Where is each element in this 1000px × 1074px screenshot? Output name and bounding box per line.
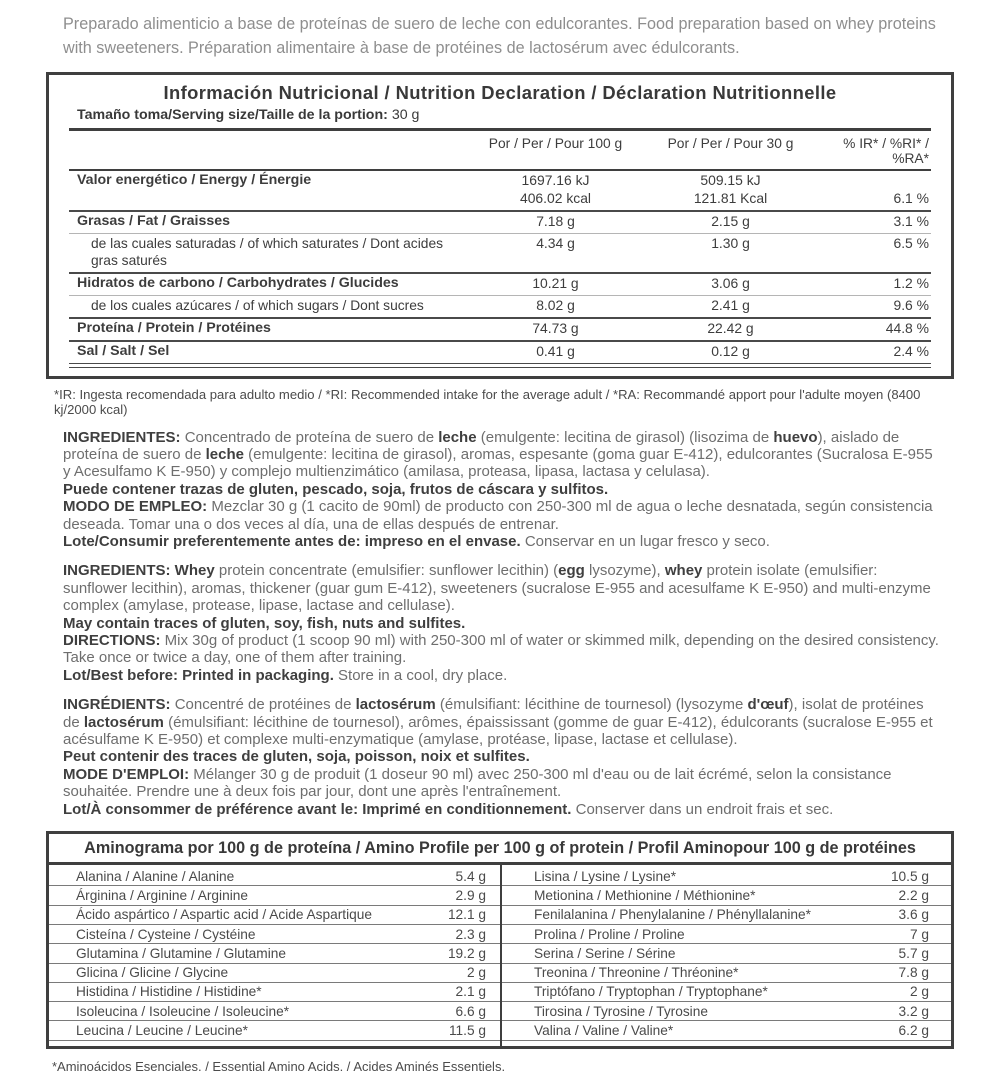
amino-row (49, 925, 500, 944)
nutrition-row (69, 274, 931, 296)
text: Conservar en un lugar fresco y seco. (524, 532, 770, 550)
text: lysozyme), (584, 562, 665, 580)
nutrition-row (69, 342, 931, 364)
value-per-100g: 10.21 g (532, 275, 579, 291)
nutrition-table (46, 72, 954, 379)
value-per-100g: 8.02 g (536, 297, 575, 313)
value-per-30g: 2.41 g (711, 297, 750, 313)
amino-row (49, 1021, 500, 1040)
paragraph (63, 632, 944, 667)
amino-name: Isoleucina / Isoleucine / Isoleucine* (76, 1003, 290, 1019)
nutrition-row (69, 212, 931, 234)
amino-row (49, 1002, 500, 1021)
paragraph (63, 498, 944, 533)
amino-name: Glicina / Glicine / Glycine (76, 965, 229, 981)
amino-value: 3.2 g (898, 1003, 929, 1019)
paragraph (63, 429, 944, 481)
paragraph (63, 801, 944, 818)
bold-text: Lot/À consommer de préférence avant le: Imprimé en conditionnement. (63, 800, 576, 818)
text: Mezclar 30 g (1 cacito de 90ml) de producto con 250-300 ml de agua o leche desnatada, según consistencia deseada. Tomar una o dos veces al día, una de ellas después de entrenar. (63, 498, 933, 533)
amino-value: 19.2 g (447, 945, 486, 961)
value-per-30g: 509.15 kJ 121.81 Kcal (693, 172, 768, 206)
text: protein concentrate (emulsifier: sunflower lecithin) ( (218, 562, 559, 580)
text: Concentrado de proteína de suero de (184, 428, 439, 446)
text: (émulsifiant: lécithine de tournesol), arômes, épaississant (gomme de guar E-412), édulcorants (sucralose E-955 et acésulfame K E-950) et complexe multi-enzymatique (amylase, protéase, lipase, lactase et cellulase). (63, 713, 933, 748)
paragraph (63, 481, 944, 498)
bold-text: Lot/Best before: Printed in packaging. (63, 666, 339, 684)
paragraph (63, 696, 944, 748)
column-header-spacer (69, 136, 463, 166)
value-percent-ri: 3.1 % (893, 212, 929, 229)
paragraph (63, 562, 944, 614)
nutrient-label: Valor energético / Energy / Énergie (77, 172, 312, 188)
amino-column-left (49, 865, 500, 1046)
ingredients-section-fr (63, 696, 944, 818)
value-percent-ri: 6.1 % (893, 189, 929, 206)
nutrient-label: Proteína / Protein / Protéines (77, 320, 271, 336)
amino-name: Valina / Valine / Valine* (534, 1023, 674, 1039)
value-per-100g: 74.73 g (532, 320, 579, 336)
column-header-percent-ri: % IR* / %RI* / %RA* (843, 136, 929, 166)
text: ), aislado de proteína de suero de (63, 428, 900, 463)
text: Store in a cool, dry place. (338, 666, 508, 684)
amino-name: Histidina / Histidine / Histidine* (76, 984, 262, 1000)
bold-text: lactosérum (355, 696, 436, 714)
column-header-per-100g: Por / Per / Pour 100 g (488, 136, 623, 151)
text: Concentré de protéines de (174, 696, 356, 714)
amino-value: 7 g (909, 926, 929, 942)
amino-value: 2 g (909, 984, 929, 1000)
text: (emulgente: lecitina de girasol) (lisozima de (476, 428, 774, 446)
amino-row (49, 964, 500, 983)
bold-text: INGRÉDIENTS: (63, 696, 175, 714)
amino-name: Alanina / Alanine / Alanine (76, 868, 235, 884)
bold-text: INGREDIENTES: (63, 428, 185, 446)
bold-text: MODE D'EMPLOI: (63, 765, 194, 783)
text: Conserver dans un endroit frais et sec. (575, 800, 834, 818)
bold-text: leche (438, 428, 477, 446)
amino-columns (49, 865, 951, 1046)
paragraph (63, 533, 944, 550)
bold-text: whey (664, 562, 703, 580)
amino-row (49, 906, 500, 925)
amino-value: 6.2 g (898, 1023, 929, 1039)
bold-text: Lote/Consumir preferentemente antes de: impreso en el envase. (63, 532, 525, 550)
amino-name: Fenilalanina / Phenylalanine / Phényllalanine* (534, 907, 811, 923)
amino-name: Prolina / Proline / Proline (534, 926, 685, 942)
amino-row (502, 1021, 951, 1040)
value-percent-ri: 9.6 % (893, 297, 929, 313)
amino-name: Triptófano / Tryptophan / Tryptophane* (534, 984, 768, 1000)
bold-text: huevo (773, 428, 818, 446)
nutrient-label: Sal / Salt / Sel (77, 343, 170, 359)
column-header-per-30g: Por / Per / Pour 30 g (667, 136, 794, 151)
amino-row (502, 886, 951, 905)
amino-row (49, 886, 500, 905)
nutrient-label: Hidratos de carbono / Carbohydrates / Glucides (77, 275, 399, 291)
amino-profile-table (46, 831, 954, 1049)
amino-value: 2.2 g (898, 887, 929, 903)
amino-value: 2.9 g (455, 887, 486, 903)
paragraph (63, 667, 944, 684)
amino-value: 11.5 g (448, 1023, 486, 1039)
bold-text: d'œuf (747, 696, 789, 714)
amino-name: Ácido aspártico / Aspartic acid / Acide Aspartique (76, 907, 372, 923)
amino-row (502, 1002, 951, 1021)
amino-row (49, 944, 500, 963)
bold-text: MODO DE EMPLEO: (63, 498, 212, 516)
amino-value: 6.6 g (455, 1003, 486, 1019)
text: (émulsifiant: lécithine de tournesol) (lysozyme (435, 696, 748, 714)
value-per-30g: 3.06 g (711, 275, 750, 291)
value-percent-ri: 2.4 % (893, 343, 929, 359)
nutrition-table-title: Información Nutricional / Nutrition Declaration / Déclaration Nutritionnelle (163, 82, 837, 103)
bold-text: DIRECTIONS: (63, 631, 165, 649)
serving-size-value: 30 g (391, 107, 420, 123)
amino-row (502, 964, 951, 983)
ingredients-section-en (63, 562, 944, 684)
bold-text: Peut contenir des traces de gluten, soja, poisson, noix et sulfites. (63, 748, 530, 766)
value-percent-ri: 6.5 % (893, 234, 929, 251)
amino-value: 2.1 g (455, 984, 486, 1000)
value-per-100g: 0.41 g (536, 343, 575, 359)
bold-text: lactosérum (83, 713, 164, 731)
amino-value: 2 g (466, 965, 486, 981)
nutrient-label: de las cuales saturadas / of which saturates / Dont acides gras saturés (91, 235, 444, 268)
text: ), isolat de protéines de (63, 696, 924, 731)
amino-row (502, 925, 951, 944)
text: protein isolate (emulsifier: sunflower lecithin), aromas, thickener (guar gum E-412), sweeteners (sucralose E-955 and acesulfame K E-950) and multi-enzyme complex (amylase, protease, lipase, lactase and cellulase). (63, 562, 931, 615)
amino-row (502, 944, 951, 963)
value-per-30g: 22.42 g (707, 320, 754, 336)
amino-row (502, 983, 951, 1002)
amino-name: Árginina / Arginine / Arginine (76, 887, 248, 903)
bold-text: Puede contener trazas de gluten, pescado, soja, frutos de cáscara y sulfitos. (63, 480, 609, 498)
text: (emulgente: lecitina de girasol), aromas, espesante (goma guar E-412), edulcorantes (Sucralosa E-955 y Acesulfamo K E-950) y complejo multienzimático (amilasa, proteasa, lipasa, lactasa y celulasa). (63, 445, 933, 481)
text: Mix 30g of product (1 scoop 90 ml) with 250-300 ml of water or skimmed milk, depending on the desired consistency. Take once or twice a day, one of them after training. (63, 631, 939, 667)
value-percent-ri: 44.8 % (885, 320, 929, 336)
amino-value: 10.5 g (890, 868, 929, 884)
amino-name: Metionina / Methionine / Méthionine* (534, 887, 756, 903)
amino-column-right (500, 865, 951, 1046)
amino-name: Serina / Serine / Sérine (534, 945, 676, 961)
amino-name: Treonina / Threonine / Thréonine* (534, 965, 739, 981)
nutrition-row (69, 319, 931, 342)
value-per-30g: 0.12 g (711, 343, 750, 359)
value-per-100g: 4.34 g (536, 234, 575, 251)
amino-value: 5.4 g (455, 868, 486, 884)
value-per-100g: 1697.16 kJ 406.02 kcal (519, 172, 592, 206)
bold-text: leche (205, 445, 244, 463)
value-percent-ri: 1.2 % (893, 275, 929, 291)
ri-footnote: *IR: Ingesta recomendada para adulto medio / *RI: Recommended intake for the average adult / *RA: Recommandé apport pour l'adulte moyen (8400 kj/2000 kcal) (54, 386, 921, 417)
amino-value: 2.3 g (455, 926, 486, 942)
amino-row (49, 867, 500, 886)
nutrient-label: Grasas / Fat / Graisses (77, 212, 231, 229)
nutrient-label: de los cuales azúcares / of which sugars / Dont sucres (91, 298, 424, 313)
amino-row (49, 983, 500, 1002)
essential-amino-footnote: *Aminoácidos Esenciales. / Essential Amino Acids. / Acides Aminés Essentiels. (52, 1058, 506, 1074)
amino-name: Lisina / Lysine / Lysine* (534, 868, 677, 884)
text: Mélanger 30 g de produit (1 doseur 90 ml) avec 250-300 ml d'eau ou de lait écrémé, selon la consistance souhaitée. Prendre une à deux fois par jour, dont une après l'entraînement. (63, 765, 892, 801)
product-description: Preparado alimenticio a base de proteínas de suero de leche con edulcorantes. Food preparation based on whey proteins with sweeteners. Préparation alimentaire à base de protéines de lactosérum avec édulcorants. (63, 15, 936, 57)
nutrition-column-headers (69, 131, 931, 169)
bold-text: egg (558, 562, 585, 580)
amino-value: 3.6 g (898, 907, 929, 923)
paragraph (63, 766, 944, 801)
value-per-30g: 1.30 g (711, 234, 750, 251)
serving-size-label: Tamaño toma/Serving size/Taille de la portion: (77, 107, 388, 123)
bold-text: May contain traces of gluten, soy, fish, nuts and sulfites. (63, 614, 466, 632)
amino-table-title: Aminograma por 100 g de proteína / Amino Profile per 100 g of protein / Profil Aminopour 100 g de protéines (49, 834, 951, 865)
nutrition-row (69, 234, 931, 275)
value-per-100g: 7.18 g (536, 212, 575, 229)
amino-value: 7.8 g (898, 965, 929, 981)
nutrition-rows (69, 171, 931, 364)
serving-size (69, 106, 931, 128)
amino-name: Glutamina / Glutamine / Glutamine (76, 945, 286, 961)
nutrition-row (69, 171, 931, 212)
amino-row (502, 867, 951, 886)
amino-name: Leucina / Leucine / Leucine* (76, 1023, 248, 1039)
amino-value: 12.1 g (447, 907, 486, 923)
bold-text: INGREDIENTS: Whey (63, 562, 219, 580)
divider (69, 367, 931, 368)
value-per-30g: 2.15 g (711, 212, 750, 229)
nutrition-row (69, 296, 931, 319)
amino-name: Cisteína / Cysteine / Cystéine (76, 926, 256, 942)
amino-name: Tirosina / Tyrosine / Tyrosine (534, 1003, 708, 1019)
paragraph (63, 748, 944, 765)
amino-value: 5.7 g (898, 945, 929, 961)
paragraph (63, 615, 944, 632)
amino-row (502, 906, 951, 925)
ingredients-section-es (63, 429, 944, 551)
